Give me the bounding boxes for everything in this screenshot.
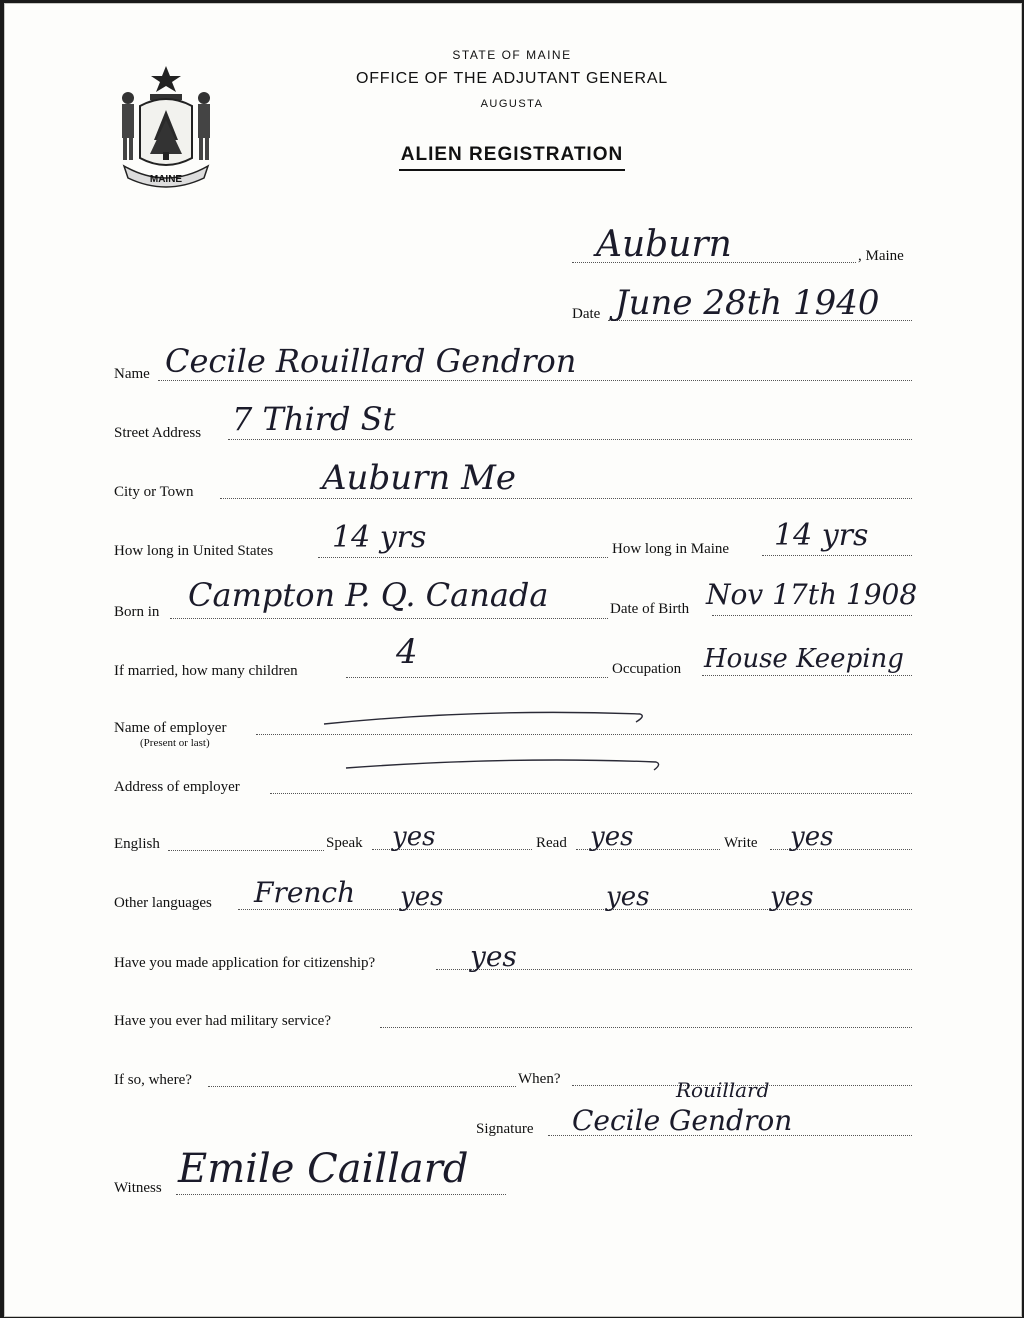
place-value: Auburn bbox=[596, 224, 732, 265]
header-office: OFFICE OF THE ADJUTANT GENERAL bbox=[355, 70, 669, 87]
english-label: English bbox=[114, 836, 160, 852]
city-value: Auburn Me bbox=[322, 458, 517, 498]
name-value: Cecile Rouillard Gendron bbox=[165, 342, 577, 380]
employer-line bbox=[256, 734, 912, 735]
street-label: Street Address bbox=[114, 425, 202, 441]
dob-label: Date of Birth bbox=[610, 601, 690, 617]
citizenship-value: yes bbox=[470, 940, 517, 973]
signature-value: Cecile Gendron bbox=[572, 1104, 793, 1137]
english-line bbox=[168, 850, 324, 851]
maine-time-line bbox=[762, 555, 912, 556]
write-label: Write bbox=[724, 835, 758, 851]
children-label: If married, how many children bbox=[114, 663, 298, 679]
form-title: ALIEN REGISTRATION bbox=[0, 144, 1024, 166]
read-value: yes bbox=[590, 822, 634, 852]
military-line bbox=[380, 1027, 912, 1028]
military-label: Have you ever had military service? bbox=[114, 1013, 331, 1029]
city-line bbox=[220, 498, 912, 499]
maine-label: , Maine bbox=[858, 248, 904, 264]
born-line bbox=[170, 618, 608, 619]
occupation-label: Occupation bbox=[612, 661, 682, 677]
name-line bbox=[158, 380, 912, 381]
street-value: 7 Third St bbox=[232, 400, 396, 438]
other-language-value: French bbox=[254, 876, 356, 909]
dob-line bbox=[712, 615, 912, 616]
date-label: Date bbox=[572, 306, 601, 322]
other-languages-label: Other languages bbox=[114, 895, 212, 911]
citizenship-label: Have you made application for citizenship? bbox=[114, 955, 376, 971]
us-time-line bbox=[318, 557, 608, 558]
children-value: 4 bbox=[396, 632, 418, 672]
when-label: When? bbox=[518, 1071, 561, 1087]
employer-label: Name of employer bbox=[114, 720, 227, 736]
maine-time-label: How long in Maine bbox=[612, 541, 730, 557]
city-label: City or Town bbox=[114, 484, 194, 500]
where-line bbox=[208, 1086, 516, 1087]
speak-label: Speak bbox=[326, 835, 363, 851]
occupation-line bbox=[702, 675, 912, 676]
employer-address-line bbox=[270, 793, 912, 794]
where-label: If so, where? bbox=[114, 1072, 192, 1088]
born-label: Born in bbox=[114, 604, 160, 620]
header-state: STATE OF MAINE bbox=[452, 48, 572, 62]
header-city: AUGUSTA bbox=[480, 98, 544, 110]
svg-text:MAINE: MAINE bbox=[149, 174, 183, 185]
maine-time-value: 14 yrs bbox=[774, 518, 869, 553]
read-label: Read bbox=[536, 835, 567, 851]
witness-line bbox=[176, 1194, 506, 1195]
date-value: June 28th 1940 bbox=[615, 283, 880, 323]
employer-address-label: Address of employer bbox=[114, 779, 240, 795]
witness-label: Witness bbox=[114, 1180, 162, 1196]
dob-value: Nov 17th 1908 bbox=[706, 578, 918, 611]
other-read-value: yes bbox=[606, 882, 650, 912]
witness-value: Emile Caillard bbox=[178, 1146, 469, 1192]
employer-dash-stroke bbox=[320, 704, 660, 734]
other-write-value: yes bbox=[770, 882, 814, 912]
us-time-value: 14 yrs bbox=[332, 520, 427, 555]
other-speak-value: yes bbox=[400, 882, 444, 912]
name-label: Name bbox=[114, 366, 150, 382]
children-line bbox=[346, 677, 608, 678]
speak-value: yes bbox=[392, 822, 436, 852]
born-value: Campton P. Q. Canada bbox=[188, 576, 549, 614]
occupation-value: House Keeping bbox=[704, 644, 904, 674]
signature-above-value: Rouillard bbox=[676, 1078, 770, 1102]
write-value: yes bbox=[790, 822, 834, 852]
us-time-label: How long in United States bbox=[114, 543, 274, 559]
employer-note: (Present or last) bbox=[140, 737, 210, 749]
employer-address-dash-stroke bbox=[340, 750, 670, 780]
signature-label: Signature bbox=[476, 1121, 534, 1137]
street-line bbox=[228, 439, 912, 440]
